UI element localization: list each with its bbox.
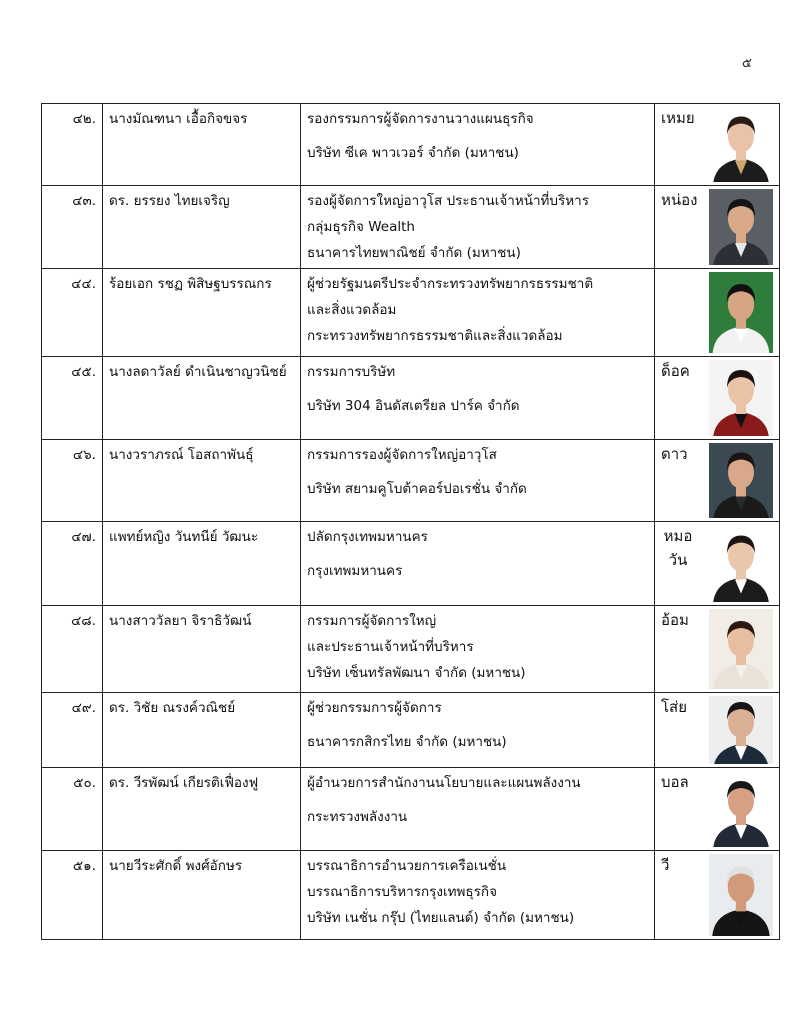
position-line: บริษัท ซีเค พาวเวอร์ จำกัด (มหาชน) — [307, 145, 519, 161]
person-name: แพทย์หญิง วันทนีย์ วัฒนะ — [103, 522, 301, 606]
nickname-photo-cell — [655, 693, 780, 768]
row-number: ๔๙. — [42, 693, 103, 768]
position-line: บริษัท เนชั่น กรุ๊ป (ไทยแลนด์) จำกัด (มหาชน) — [307, 910, 575, 926]
position-cell — [301, 104, 655, 186]
table-row — [42, 186, 780, 269]
position-line: กระทรวงพลังงาน — [307, 809, 408, 825]
nickname: หน่อง — [661, 191, 698, 209]
row-number: ๔๗. — [42, 522, 103, 606]
table-row — [42, 851, 780, 940]
position-cell — [301, 357, 655, 440]
table-row — [42, 357, 780, 440]
position-line: รองกรรมการผู้จัดการงานวางแผนธุรกิจ — [307, 111, 534, 127]
position-line: บริษัท สยามคูโบต้าคอร์ปอเรชั่น จำกัด — [307, 481, 527, 497]
portrait-photo — [709, 360, 773, 436]
row-number: ๔๕. — [42, 357, 103, 440]
position-line: บริษัท 304 อินดัสเตรียล ปาร์ค จำกัด — [307, 398, 520, 414]
position-line: ผู้ช่วยรัฐมนตรีประจำกระทรวงทรัพยากรธรรมชาติ — [307, 276, 594, 292]
nickname-photo-cell — [655, 768, 780, 851]
position-cell — [301, 186, 655, 269]
position-line: กรรมการรองผู้จัดการใหญ่อาวุโส — [307, 447, 497, 463]
person-name: นางวราภรณ์ โอสถาพันธุ์ — [103, 440, 301, 522]
position-cell — [301, 851, 655, 940]
portrait-photo — [709, 609, 773, 689]
position-line: กลุ่มธุรกิจ Wealth — [307, 219, 415, 235]
position-line: ธนาคารไทยพาณิชย์ จำกัด (มหาชน) — [307, 245, 521, 261]
position-line: บรรณาธิการบริหารกรุงเทพธุรกิจ — [307, 884, 497, 900]
table-row — [42, 606, 780, 693]
nickname: โส่ย — [661, 698, 688, 716]
nickname: วี — [661, 856, 670, 874]
roster-body — [42, 104, 780, 940]
roster-table — [41, 103, 780, 940]
position-line: บริษัท เซ็นทรัลพัฒนา จำกัด (มหาชน) — [307, 665, 526, 681]
nickname: หมอ วัน — [663, 527, 693, 569]
nickname: อ้อม — [661, 611, 689, 629]
person-name: นายวีระศักดิ์ พงศ์อักษร — [103, 851, 301, 940]
position-cell — [301, 269, 655, 357]
position-line: ผู้อำนวยการสำนักงานนโยบายและแผนพลังงาน — [307, 775, 581, 791]
row-number: ๕๑. — [42, 851, 103, 940]
nickname-photo-cell — [655, 851, 780, 940]
portrait-photo — [709, 771, 773, 847]
nickname-photo-cell — [655, 440, 780, 522]
portrait-photo — [709, 107, 773, 182]
position-cell — [301, 768, 655, 851]
portrait-photo — [709, 189, 773, 265]
position-line: รองผู้จัดการใหญ่อาวุโส ประธานเจ้าหน้าที่บริหาร — [307, 193, 589, 209]
nickname-photo-cell — [655, 606, 780, 693]
portrait-photo — [709, 525, 773, 602]
row-number: ๔๖. — [42, 440, 103, 522]
portrait-photo — [709, 696, 773, 764]
nickname-photo-cell — [655, 186, 780, 269]
position-cell — [301, 440, 655, 522]
person-name: นางมัณฑนา เอื้อกิจขจร — [103, 104, 301, 186]
portrait-photo — [709, 854, 773, 936]
row-number: ๔๒. — [42, 104, 103, 186]
row-number: ๔๔. — [42, 269, 103, 357]
nickname-photo-cell — [655, 522, 780, 606]
portrait-photo — [709, 272, 773, 353]
table-row — [42, 693, 780, 768]
position-line: ปลัดกรุงเทพมหานคร — [307, 529, 428, 545]
row-number: ๔๓. — [42, 186, 103, 269]
person-name: นางลดาวัลย์ ดำเนินชาญวนิชย์ — [103, 357, 301, 440]
nickname: ด็อค — [661, 362, 690, 380]
portrait-photo — [709, 443, 773, 518]
nickname-photo-cell — [655, 269, 780, 357]
table-row — [42, 522, 780, 606]
position-cell — [301, 522, 655, 606]
person-name: ดร. ยรรยง ไทยเจริญ — [103, 186, 301, 269]
position-line: บรรณาธิการอำนวยการเครือเนชั่น — [307, 858, 507, 874]
page-number: ๕ — [742, 56, 752, 71]
person-name: ดร. วีรพัฒน์ เกียรติเฟื่องฟู — [103, 768, 301, 851]
position-line: กรรมการผู้จัดการใหญ่ — [307, 613, 437, 629]
nickname: เหมย — [661, 109, 695, 127]
nickname-photo-cell — [655, 104, 780, 186]
table-row — [42, 104, 780, 186]
position-line: ธนาคารกสิกรไทย จำกัด (มหาชน) — [307, 734, 507, 750]
position-cell — [301, 606, 655, 693]
nickname: ดาว — [661, 445, 688, 463]
position-cell — [301, 693, 655, 768]
position-line: กรุงเทพมหานคร — [307, 563, 403, 579]
nickname-photo-cell — [655, 357, 780, 440]
position-line: กรรมการบริษัท — [307, 364, 396, 380]
table-row — [42, 269, 780, 357]
person-name: นางสาววัลยา จิราธิวัฒน์ — [103, 606, 301, 693]
position-line: และสิ่งแวดล้อม — [307, 302, 397, 318]
row-number: ๕๐. — [42, 768, 103, 851]
nickname: บอล — [661, 773, 689, 791]
table-row — [42, 440, 780, 522]
person-name: ร้อยเอก รชฏ พิสิษฐบรรณกร — [103, 269, 301, 357]
row-number: ๔๘. — [42, 606, 103, 693]
position-line: และประธานเจ้าหน้าที่บริหาร — [307, 639, 474, 655]
position-line: กระทรวงทรัพยากรธรรมชาติและสิ่งแวดล้อม — [307, 328, 563, 344]
table-row — [42, 768, 780, 851]
person-name: ดร. วิชัย ณรงค์วณิชย์ — [103, 693, 301, 768]
position-line: ผู้ช่วยกรรมการผู้จัดการ — [307, 700, 442, 716]
